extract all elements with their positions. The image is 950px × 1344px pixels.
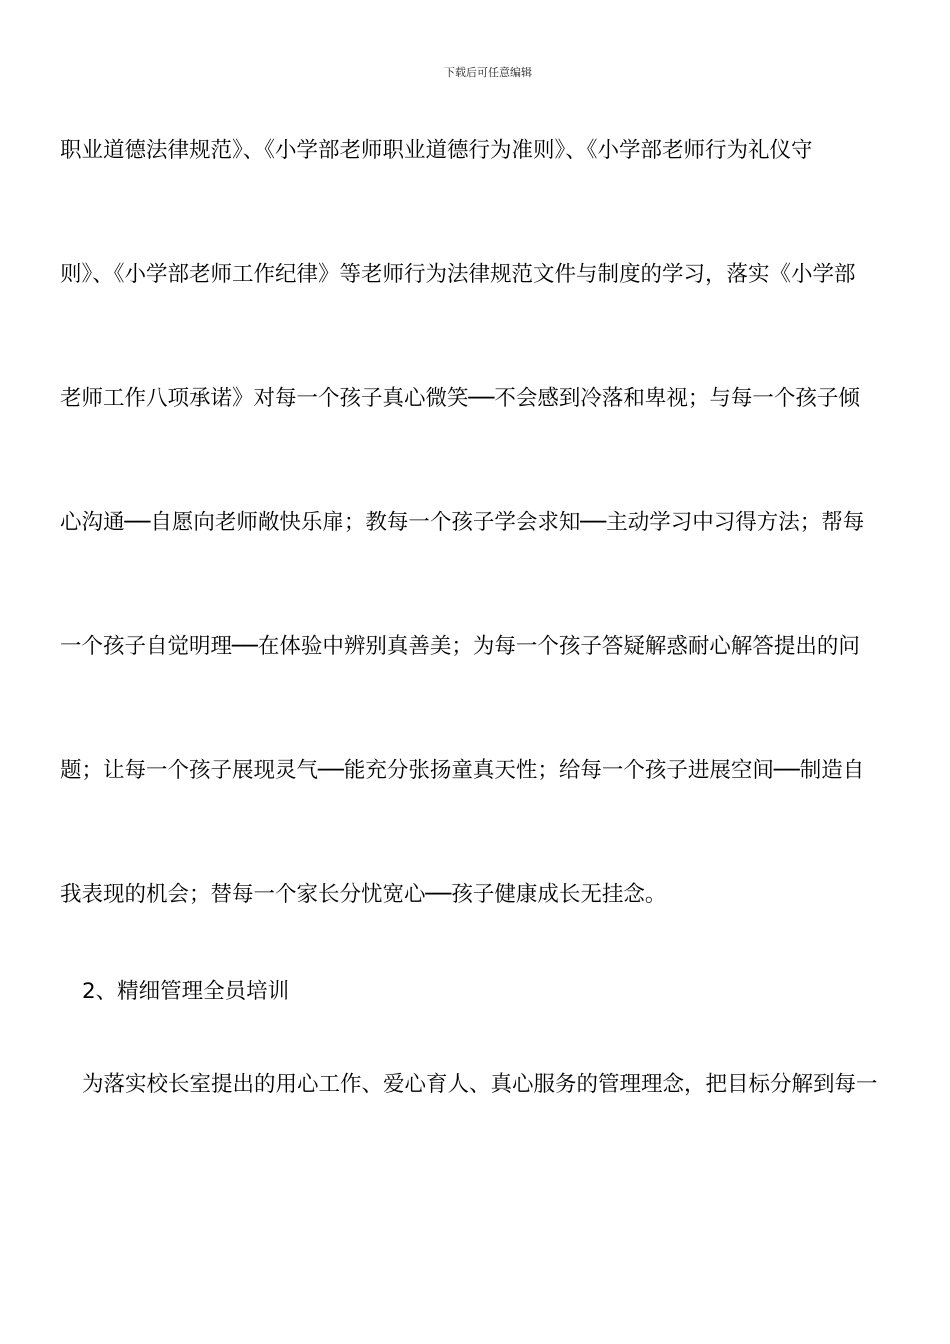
body-text-line: 老师工作八项承诺》对每一个孩子真心微笑──不会感到冷落和卑视；与每一个孩子倾 <box>60 386 860 411</box>
body-text-line: 职业道德法律规范》、《小学部老师职业道德行为准则》、《小学部老师行为礼仪守 <box>60 138 813 163</box>
body-text-line: 一个孩子自觉明理──在体验中辨别真善美；为每一个孩子答疑解惑耐心解答提出的问 <box>60 634 860 659</box>
body-text-line: 心沟通──自愿向老师敞快乐扉；教每一个孩子学会求知──主动学习中习得方法；帮每 <box>60 510 865 535</box>
body-text-line: 则》、《小学部老师工作纪律》等老师行为法律规范文件与制度的学习，落实《小学部 <box>60 262 856 287</box>
paragraph-first-line: 为落实校长室提出的用心工作、爱心育人、真心服务的管理理念，把目标分解到每一 <box>82 1072 878 1097</box>
section-heading: 2、精细管理全员培训 <box>82 979 290 1004</box>
page-header: 下载后可任意编辑 <box>444 66 532 79</box>
body-text-line: 我表现的机会；替每一个家长分忧宽心──孩子健康成长无挂念。 <box>60 882 667 907</box>
body-text-line: 题；让每一个孩子展现灵气──能充分张扬童真天性；给每一个孩子进展空间──制造自 <box>60 758 865 783</box>
